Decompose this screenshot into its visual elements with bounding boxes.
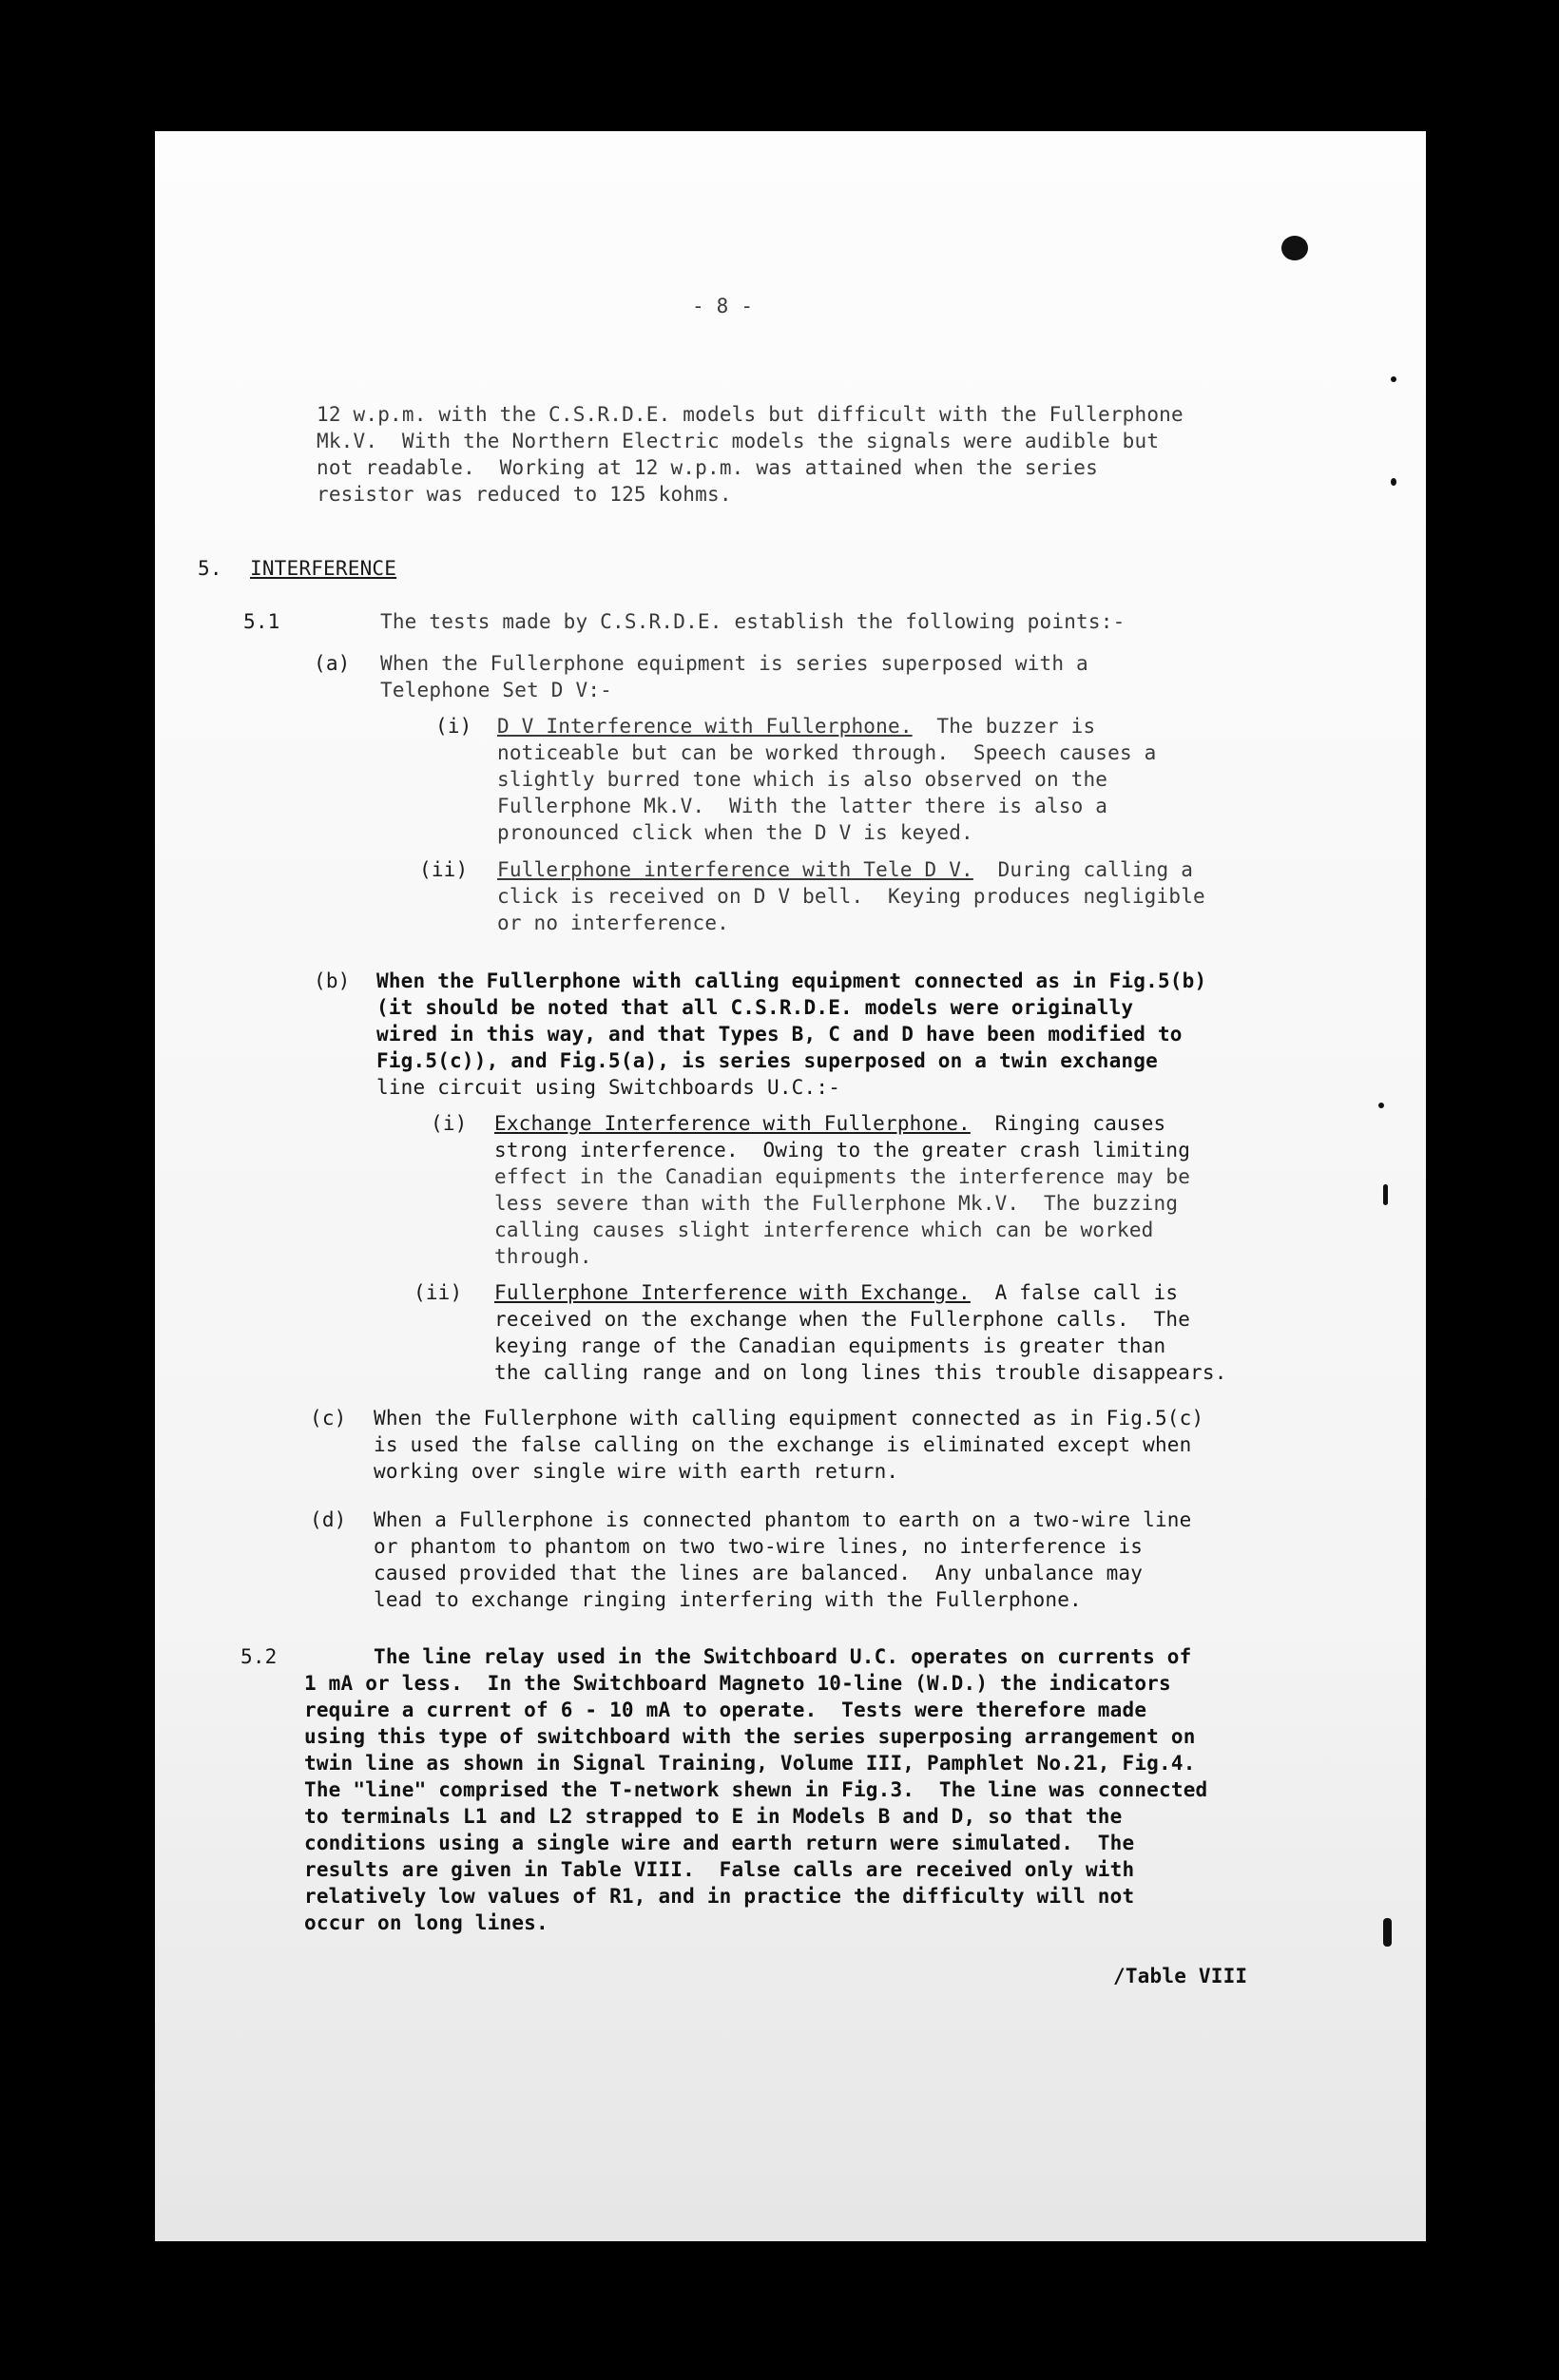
text-line: lead to exchange ringing interfering with the Fullerphone. bbox=[374, 1588, 1082, 1611]
text-line: using this type of switchboard with the series superposing arrangement on bbox=[304, 1725, 1196, 1748]
subitem-label: (i) bbox=[435, 715, 472, 738]
text-line: When the Fullerphone equipment is series superposed with a bbox=[380, 652, 1088, 675]
text-line: is used the false calling on the exchange is eliminated except when bbox=[374, 1433, 1192, 1456]
text-line: resistor was reduced to 125 kohms. bbox=[317, 483, 732, 506]
text-line: the calling range and on long lines this trouble disappears. bbox=[494, 1361, 1227, 1384]
text-line: or no interference. bbox=[497, 912, 730, 934]
text-line: through. bbox=[494, 1245, 592, 1268]
subitem-heading: Exchange Interference with Fullerphone. bbox=[494, 1112, 971, 1135]
text-line: to terminals L1 and L2 strapped to E in Models B and D, so that the bbox=[304, 1805, 1123, 1828]
text-line: D V Interference with Fullerphone. The buzzer is bbox=[497, 715, 1096, 738]
continuation-note: /Table VIII bbox=[1113, 1965, 1248, 1987]
text-line: Fullerphone Mk.V. With the latter there is also a bbox=[497, 795, 1108, 817]
text-line: twin line as shown in Signal Training, Volume III, Pamphlet No.21, Fig.4. bbox=[304, 1752, 1196, 1775]
text-line: conditions using a single wire and earth return were simulated. The bbox=[304, 1832, 1135, 1854]
text-line: less severe than with the Fullerphone Mk.V. The buzzing bbox=[494, 1192, 1179, 1215]
punch-mark bbox=[1281, 236, 1308, 260]
margin-speck bbox=[1383, 1918, 1392, 1947]
text-line: line circuit using Switchboards U.C.:- bbox=[376, 1076, 841, 1099]
paragraph-number: 5.1 bbox=[243, 610, 280, 633]
paragraph-number: 5.2 bbox=[241, 1645, 278, 1668]
text-line: occur on long lines. bbox=[304, 1911, 549, 1934]
subitem-heading: Fullerphone interference with Tele D V. bbox=[497, 858, 973, 881]
margin-speck bbox=[1378, 1103, 1384, 1108]
text-line: 1 mA or less. In the Switchboard Magneto 10-line (W.D.) the indicators bbox=[304, 1672, 1171, 1695]
text-line: Mk.V. With the Northern Electric models the signals were audible but bbox=[317, 430, 1160, 452]
text-line: Fig.5(c)), and Fig.5(a), is series superposed on a twin exchange bbox=[376, 1049, 1158, 1072]
text-line: When the Fullerphone with calling equipment connected as in Fig.5(c) bbox=[374, 1407, 1204, 1430]
margin-speck bbox=[1391, 478, 1396, 486]
text-line: Fullerphone interference with Tele D V. During calling a bbox=[497, 858, 1194, 881]
subitem-label: (i) bbox=[431, 1112, 468, 1135]
text-line: The line relay used in the Switchboard U.C. operates on currents of bbox=[374, 1645, 1192, 1668]
text-line: working over single wire with earth return. bbox=[374, 1460, 899, 1483]
text-line: The "line" comprised the T-network shewn in Fig.3. The line was connected bbox=[304, 1778, 1208, 1801]
text-line: effect in the Canadian equipments the interference may be bbox=[494, 1165, 1191, 1188]
item-label: (b) bbox=[314, 969, 351, 992]
text-line: The tests made by C.S.R.D.E. establish the following points:- bbox=[380, 610, 1126, 633]
subitem-heading: Fullerphone Interference with Exchange. bbox=[494, 1281, 971, 1304]
text-line: caused provided that the lines are balanced. Any unbalance may bbox=[374, 1562, 1144, 1584]
text-line: (it should be noted that all C.S.R.D.E. models were originally bbox=[376, 996, 1134, 1019]
item-label: (d) bbox=[310, 1508, 347, 1531]
text-line: noticeable but can be worked through. Speech causes a bbox=[497, 741, 1157, 764]
text-line: Telephone Set D V:- bbox=[380, 679, 613, 701]
margin-speck bbox=[1383, 1184, 1388, 1205]
text-line: pronounced click when the D V is keyed. bbox=[497, 821, 973, 844]
text-line: keying range of the Canadian equipments is greater than bbox=[494, 1334, 1166, 1357]
text-line: results are given in Table VIII. False calls are received only with bbox=[304, 1858, 1135, 1881]
text-line: When a Fullerphone is connected phantom to earth on a two-wire line bbox=[374, 1508, 1192, 1531]
text-line: Fullerphone Interference with Exchange. A false call is bbox=[494, 1281, 1179, 1304]
document-page bbox=[155, 131, 1426, 2241]
section-number: 5. bbox=[198, 557, 222, 580]
text-line: relatively low values of R1, and in practice the difficulty will not bbox=[304, 1885, 1135, 1908]
margin-speck bbox=[1391, 376, 1396, 382]
section-title: INTERFERENCE bbox=[250, 557, 397, 580]
subitem-label: (ii) bbox=[419, 858, 469, 881]
text-line: strong interference. Owing to the greater crash limiting bbox=[494, 1139, 1191, 1161]
subitem-label: (ii) bbox=[414, 1281, 463, 1304]
text-line: calling causes slight interference which can be worked bbox=[494, 1219, 1154, 1241]
page-number: - 8 - bbox=[692, 295, 754, 317]
text-line: wired in this way, and that Types B, C and D have been modified to bbox=[376, 1023, 1183, 1046]
text-line: require a current of 6 - 10 mA to operate. Tests were therefore made bbox=[304, 1699, 1147, 1721]
item-label: (c) bbox=[310, 1407, 347, 1430]
text-line: not readable. Working at 12 w.p.m. was attained when the series bbox=[317, 456, 1098, 479]
text-line: Exchange Interference with Fullerphone. Ringing causes bbox=[494, 1112, 1166, 1135]
text-line: or phantom to phantom on two two-wire lines, no interference is bbox=[374, 1535, 1144, 1558]
item-label: (a) bbox=[314, 652, 351, 675]
text-line: slightly burred tone which is also observed on the bbox=[497, 768, 1108, 791]
text-line: received on the exchange when the Fullerphone calls. The bbox=[494, 1308, 1191, 1331]
text-line: click is received on D V bell. Keying produces negligible bbox=[497, 885, 1205, 908]
subitem-heading: D V Interference with Fullerphone. bbox=[497, 715, 913, 738]
text-line: 12 w.p.m. with the C.S.R.D.E. models but difficult with the Fullerphone bbox=[317, 403, 1184, 426]
text-line: When the Fullerphone with calling equipment connected as in Fig.5(b) bbox=[376, 969, 1207, 992]
